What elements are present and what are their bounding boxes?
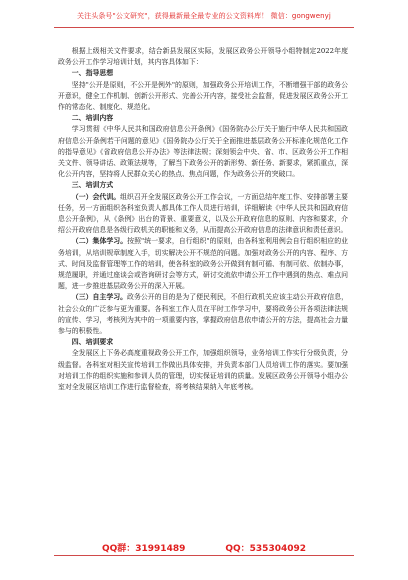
footer-divider	[54, 555, 354, 556]
intro-paragraph: 根据上级相关文件要求，结合新县发展区实际，发展区政务公开领导小组特制定2022年度政务公开工作学习培训计划，其内容具体如下：	[58, 47, 348, 67]
footer-qq: QQ：535304092	[225, 544, 307, 554]
item-3-text: 政务公开的目的是为了便民利民，不但行政机关应该主动公开政府信息，社会公众的广泛参与更为重要。各科室工作人员在平时工作学习中，要将政务公开各项法律法规的宣传、学习，考核列为其中的一项重要内容，掌握政府信息依申请公开的方法，提高社会力量参与的积极性。	[58, 293, 349, 336]
document-body	[58, 46, 348, 393]
item-2-text: 按照"统一要求，自行组织"的原则，由各科室利用例会自行组织相应的业务培训，从培训规章制度入手，切实解决公开不规范的问题。加强对政务公开的内容、程序、方式、时间及监督管理等工作的培训，使各科室的政务公开做到有制可循、有制可依、依制办事，规范履职，并通过座谈会或咨询研讨会等方式，研讨交流依申请公开工作中遇到的热点、难点问题，进一步推进基层政务公开的深入开展。	[58, 237, 349, 291]
section-3-item-1	[58, 192, 348, 237]
item-1-lead: （一）会代训。	[71, 192, 121, 201]
header-divider	[54, 27, 354, 28]
section-heading-4: 四、培训要求	[71, 338, 114, 347]
section-2-paragraph: 学习贯彻《中华人民共和国政府信息公开条例》《国务院办公厅关于施行中华人民共和国政府信息公开条例若干问题的意见》《国务院办公厅关于全面推进基层政务公开标准化规范化工作的指导意见》《省政府信息公开办法》等法律法规；深刻领会中央、省、市、区政务公开工作相关文件、领导讲话、政策法规等，了解当下政务公开的新形势、新任务、新要求，紧抓重点，深化公开内容，坚持将人民群众关心的热点、焦点问题，作为政务公开的突破口。	[58, 125, 348, 179]
footer-contacts	[0, 541, 408, 554]
footer-qq-group: QQ群：31991489	[101, 544, 186, 554]
section-heading-3: 三、培训方式	[71, 181, 114, 190]
item-1-text: 组织召开全发展区政务公开工作会议，一方面总结年度工作、安排部署主要任务，另一方面组织各科室负责人都具体工作人员进行培训，详细解读《中华人民共和国政府信息公开条例》，从《条例》出台的背景、重要意义，以及公开政府信息的原则、内容和要求，介绍公开政府信息是各级行政机关的职能和义务，从而提高公开政府信息的法律意识和责任意识。	[58, 192, 349, 235]
item-3-lead: （三）自主学习。	[71, 293, 128, 302]
section-3-item-2	[58, 236, 348, 292]
section-1-paragraph: 坚持"公开是原则，不公开是例外"的原则，加强政务公开培训工作，不断增强干部的政务公开意识，健全工作机制、创新公开形式、完善公开内容，接受社会监督，促进发展区政务公开工作的常态化、制度化、规范化。	[58, 80, 348, 112]
section-3-item-3	[58, 292, 348, 337]
promo-banner: 关注头条号"公文研究"，获得最新最全最专业的公文资料库！ 微信：gongwenyj	[77, 12, 331, 20]
section-heading-2: 二、培训内容	[71, 114, 114, 123]
section-heading-1: 一、指导思想	[71, 69, 114, 78]
section-4-paragraph: 全发展区上下务必高度重视政务公开工作，加强组织领导，业务培训工作实行分级负责，分级监督。各科室对相关宣传培训工作做出具体安排，并负责本部门人员培训工作的落实。要加强对培训工作的组织实施和参训人员的管理，切实保证培训的质量。发展区政务公开领导小组办公室对全发展区培训工作进行监督检查，将考核结果纳入年底考核。	[58, 349, 348, 392]
item-2-lead: （二）集体学习。	[71, 237, 128, 246]
